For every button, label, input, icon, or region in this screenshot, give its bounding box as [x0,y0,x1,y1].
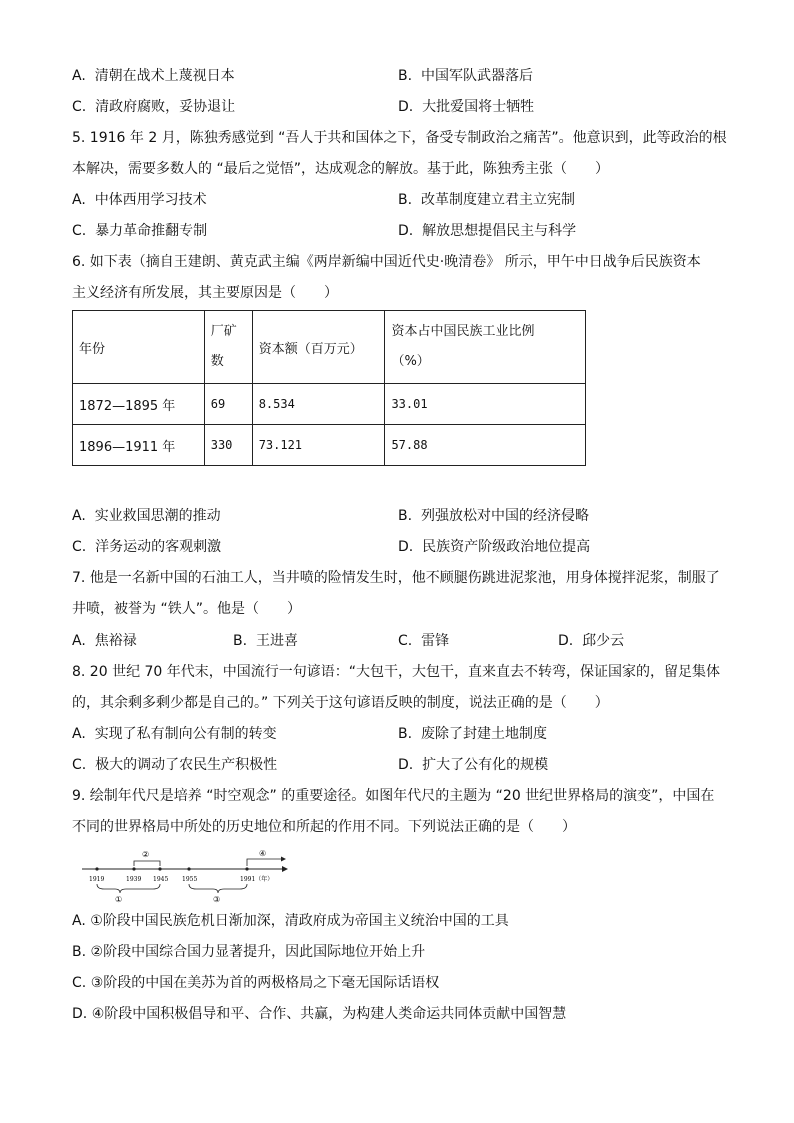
q5-stem-line-1: 5. 1916 年 2 月，陈独秀感觉到 “吾人于共和国体之下，备受专制政治之痛苦”。他意识到，此等政治的根 [72,130,727,146]
bracket-stage-2 [134,861,160,866]
stage-marker: ② [142,850,150,859]
timeline-tick [245,867,248,870]
timeline-year-label: 1919 [89,876,105,883]
q6-data-table [72,310,586,466]
timeline-tick [95,867,98,870]
q6-option-c: C. 洋务运动的客观刺激 [72,539,222,555]
timeline-arrow [282,866,288,872]
timeline-year-label: 1939 [126,876,142,883]
bracket-stage-3 [189,884,247,893]
q9-option-d: D. ④阶段中国积极倡导和平、合作、共赢，为构建人类命运共同体贡献中国智慧 [72,1006,567,1022]
timeline-diagram [82,848,294,904]
table-cell: 1872—1895 年 [73,384,205,425]
q4-option-c: C. 清政府腐败，妥协退让 [72,99,236,115]
table-cell: 69 [204,384,252,425]
table-cell: 33.01 [385,384,586,425]
q5-stem-line-2: 本解决，需要多数人的 “最后之觉悟”，达成观念的解放。基于此，陈独秀主张（ ） [72,161,609,177]
stage-marker: ④ [259,849,267,858]
timeline-year-label: 1991（年） [240,876,274,883]
q8-stem-line-1: 8. 20 世纪 70 年代末，中国流行一句谚语：“大包干，大包干，直来直去不转弯，保证国家的，留足集体 [72,664,721,680]
table-cell: 8.534 [252,384,385,425]
q5-option-a: A. 中体西用学习技术 [72,192,207,208]
q7-stem-line-2: 井喷，被誉为 “铁人”。他是（ ） [72,601,301,617]
q4-option-b: B. 中国军队武器落后 [398,68,533,84]
q7-option-d: D. 邱少云 [558,633,625,649]
table-row [73,425,586,466]
table-header-cell: 资本占中国民族工业比例 （%） [385,311,586,384]
table-header-cell: 年份 [73,311,205,384]
q5-option-c: C. 暴力革命推翻专制 [72,223,208,239]
q8-option-b: B. 废除了封建土地制度 [398,726,547,742]
table-header-row [73,311,586,384]
q8-stem-line-2: 的，其余剩多剩少都是自己的。” 下列关于这句谚语反映的制度，说法正确的是（ ） [72,695,609,711]
q6-option-a: A. 实业救国思潮的推动 [72,508,221,524]
timeline-year-label: 1945 [153,876,169,883]
table-row [73,384,586,425]
q9-stem-line-2: 不同的世界格局中所处的历史地位和所起的作用不同。下列说法正确的是（ ） [72,819,576,835]
q7-option-c: C. 雷锋 [398,633,450,649]
timeline-tick [187,867,190,870]
q8-option-c: C. 极大的调动了农民生产积极性 [72,757,278,773]
timeline-tick [158,867,161,870]
q7-option-b: B. 王进喜 [233,633,298,649]
q6-stem-line-1: 6. 如下表（摘自王建朗、黄克武主编《两岸新编中国近代史·晚清卷》 所示，甲午中日战争后民族资本 [72,254,701,270]
q5-option-b: B. 改革制度建立君主立宪制 [398,192,575,208]
q5-option-d: D. 解放思想提倡民主与科学 [398,223,577,239]
q8-option-d: D. 扩大了公有化的规模 [398,757,549,773]
q9-stem-line-1: 9. 绘制年代尺是培养 “时空观念” 的重要途径。如图年代尺的主题为 “20 世纪世界格局的演变”，中国在 [72,788,715,804]
q6-stem-line-2: 主义经济有所发展，其主要原因是（ ） [72,285,338,301]
q7-option-a: A. 焦裕禄 [72,633,137,649]
bracket-stage-4 [247,859,282,866]
table-cell: 73.121 [252,425,385,466]
timeline-tick [132,867,135,870]
table-cell: 330 [204,425,252,466]
stage-marker: ① [115,895,123,904]
q6-option-d: D. 民族资产阶级政治地位提高 [398,539,591,555]
table-cell: 1896—1911 年 [73,425,205,466]
q7-stem-line-1: 7. 他是一名新中国的石油工人，当井喷的险情发生时，他不顾腿伤跳进泥浆池，用身体搅拌泥浆，制服了 [72,570,720,586]
stage-marker: ③ [213,895,221,904]
timeline-year-label: 1955 [182,876,198,883]
q9-option-c: C. ③阶段的中国在美苏为首的两极格局之下毫无国际话语权 [72,975,440,991]
q8-option-a: A. 实现了私有制向公有制的转变 [72,726,277,742]
table-header-cell: 厂矿 数 [204,311,252,384]
table-header-cell: 资本额（百万元） [252,311,385,384]
q4-option-a: A. 清朝在战术上蔑视日本 [72,68,235,84]
q9-option-a: A. ①阶段中国民族危机日渐加深，清政府成为帝国主义统治中国的工具 [72,913,509,929]
table-cell: 57.88 [385,425,586,466]
q4-option-d: D. 大批爱国将士牺牲 [398,99,535,115]
q9-option-b: B. ②阶段中国综合国力显著提升，因此国际地位开始上升 [72,944,426,960]
q6-option-b: B. 列强放松对中国的经济侵略 [398,508,589,524]
bracket-arrow [281,857,286,862]
bracket-stage-1 [97,884,160,893]
